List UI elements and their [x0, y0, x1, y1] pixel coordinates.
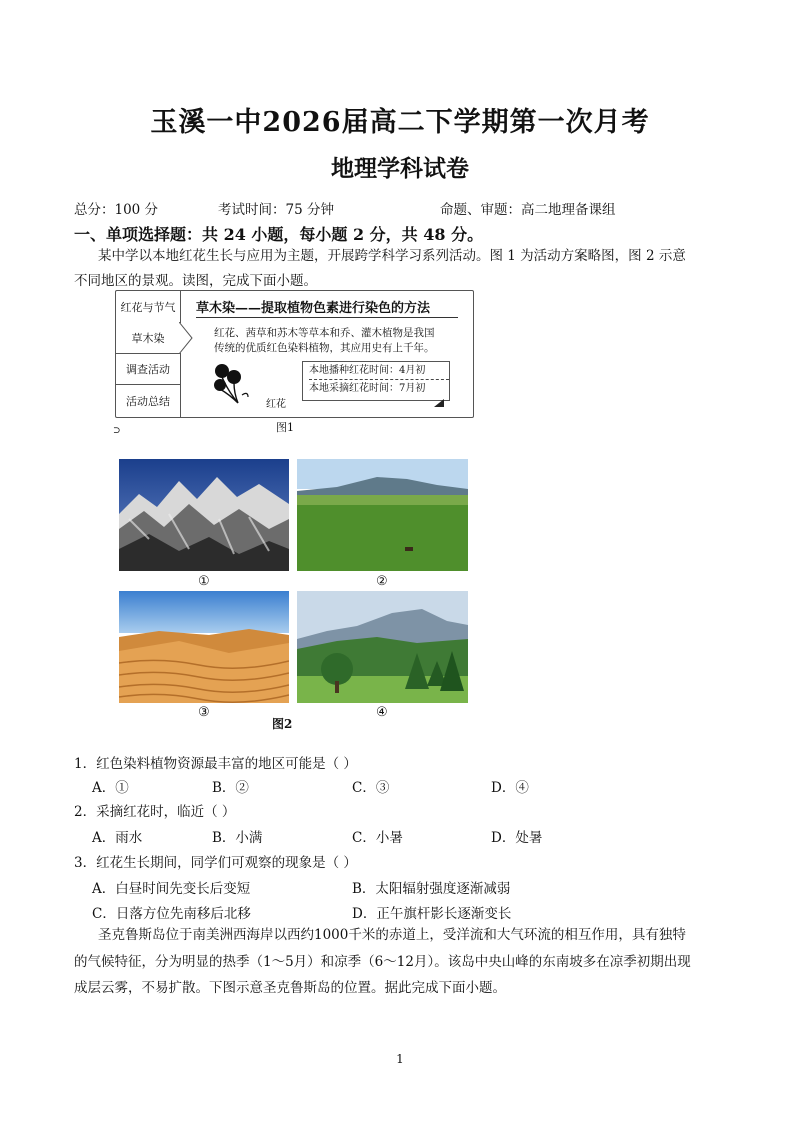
total-score: 总分：100 分	[74, 202, 159, 218]
tab-summary: 活动总结	[116, 384, 181, 417]
question-2: 2．采摘红花时，临近（ ）	[74, 804, 236, 820]
page-corner-icon	[434, 399, 444, 407]
figure1-text	[214, 326, 454, 356]
photo-desert	[119, 591, 289, 703]
figure1-title: 草木染——提取植物色素进行染色的方法	[196, 301, 431, 316]
title-rule	[196, 317, 458, 318]
q3-option-c: C．日落方位先南移后北移	[92, 906, 251, 922]
q3-option-b: B．太阳辐射强度逐渐减弱	[352, 881, 511, 897]
tab-flower-solar-term: 红花与节气	[116, 291, 181, 323]
passage2-line-1: 圣克鲁斯岛位于南美洲西海岸以西约1000千米的赤道上，受洋流和大气环流的相互作用，具有独特	[98, 927, 686, 943]
q2-option-a: A．雨水	[92, 830, 143, 846]
figure1-text-line-2: 传统的优质红色染料植物，其应用史有上千年。	[214, 342, 435, 354]
photo-label-1: ①	[198, 574, 210, 589]
exam-author: 命题、审题：高二地理备课组	[440, 202, 616, 218]
section-heading: 一、单项选择题：共 24 小题，每小题 2 分，共 48 分。	[74, 225, 484, 244]
q1-option-c: C．③	[352, 780, 390, 796]
question-1: 1．红色染料植物资源最丰富的地区可能是（ ）	[74, 756, 357, 772]
pick-time: 本地采摘红花时间：7月初	[309, 379, 449, 397]
q2-option-b: B．小满	[212, 830, 263, 846]
q2-option-d: D．处暑	[491, 830, 543, 846]
safflower-icon	[208, 361, 250, 405]
tab-plant-dye: 草木染	[116, 322, 180, 354]
sow-time: 本地播种红花时间：4月初	[309, 365, 426, 376]
tab-survey: 调查活动	[116, 353, 181, 385]
tab-arrow-icon	[179, 322, 193, 354]
photo-snow-mountain	[119, 459, 289, 571]
figure1-caption: 图1	[276, 421, 294, 434]
plant-label: 红花	[266, 399, 286, 410]
photo-label-2: ②	[376, 574, 388, 589]
question-3: 3．红花生长期间，同学们可观察的现象是（ ）	[74, 855, 357, 871]
intro-line-1: 某中学以本地红花生长与应用为主题，开展跨学科学习系列活动。图 1 为活动方案略图，图 2 示意	[98, 248, 686, 264]
intro-line-2: 不同地区的景观。读图，完成下面小题。	[74, 273, 317, 289]
q2-option-c: C．小暑	[352, 830, 403, 846]
figure-1	[115, 290, 474, 418]
q1-option-d: D．④	[491, 780, 529, 796]
photo-forest-mountain	[297, 591, 468, 703]
q1-option-a: A．①	[92, 780, 129, 796]
small-mark-icon: ⊃	[113, 426, 121, 436]
passage2-line-2: 的气候特征，分为明显的热季（1～5月）和凉季（6～12月）。该岛中央山峰的东南坡多在凉季初期出现	[74, 954, 691, 970]
photo-label-4: ④	[376, 705, 388, 720]
time-info-box	[302, 361, 450, 401]
figure2-caption: 图2	[272, 717, 293, 731]
page-number: 1	[396, 1052, 404, 1066]
photo-label-3: ③	[198, 705, 210, 720]
q3-option-a: A．白昼时间先变长后变短	[92, 881, 251, 897]
q3-option-d: D．正午旗杆影长逐渐变长	[352, 906, 512, 922]
photo-grassland	[297, 459, 468, 571]
figure1-text-line-1: 红花、茜草和苏木等草本和乔、灌木植物是我国	[214, 327, 435, 339]
exam-title: 玉溪一中2026届高二下学期第一次月考	[150, 107, 650, 138]
exam-subtitle: 地理学科试卷	[331, 155, 469, 182]
passage2-line-3: 成层云雾，不易扩散。下图示意圣克鲁斯岛的位置。据此完成下面小题。	[74, 980, 506, 996]
q1-option-b: B．②	[212, 780, 249, 796]
exam-time: 考试时间：75 分钟	[218, 202, 334, 218]
